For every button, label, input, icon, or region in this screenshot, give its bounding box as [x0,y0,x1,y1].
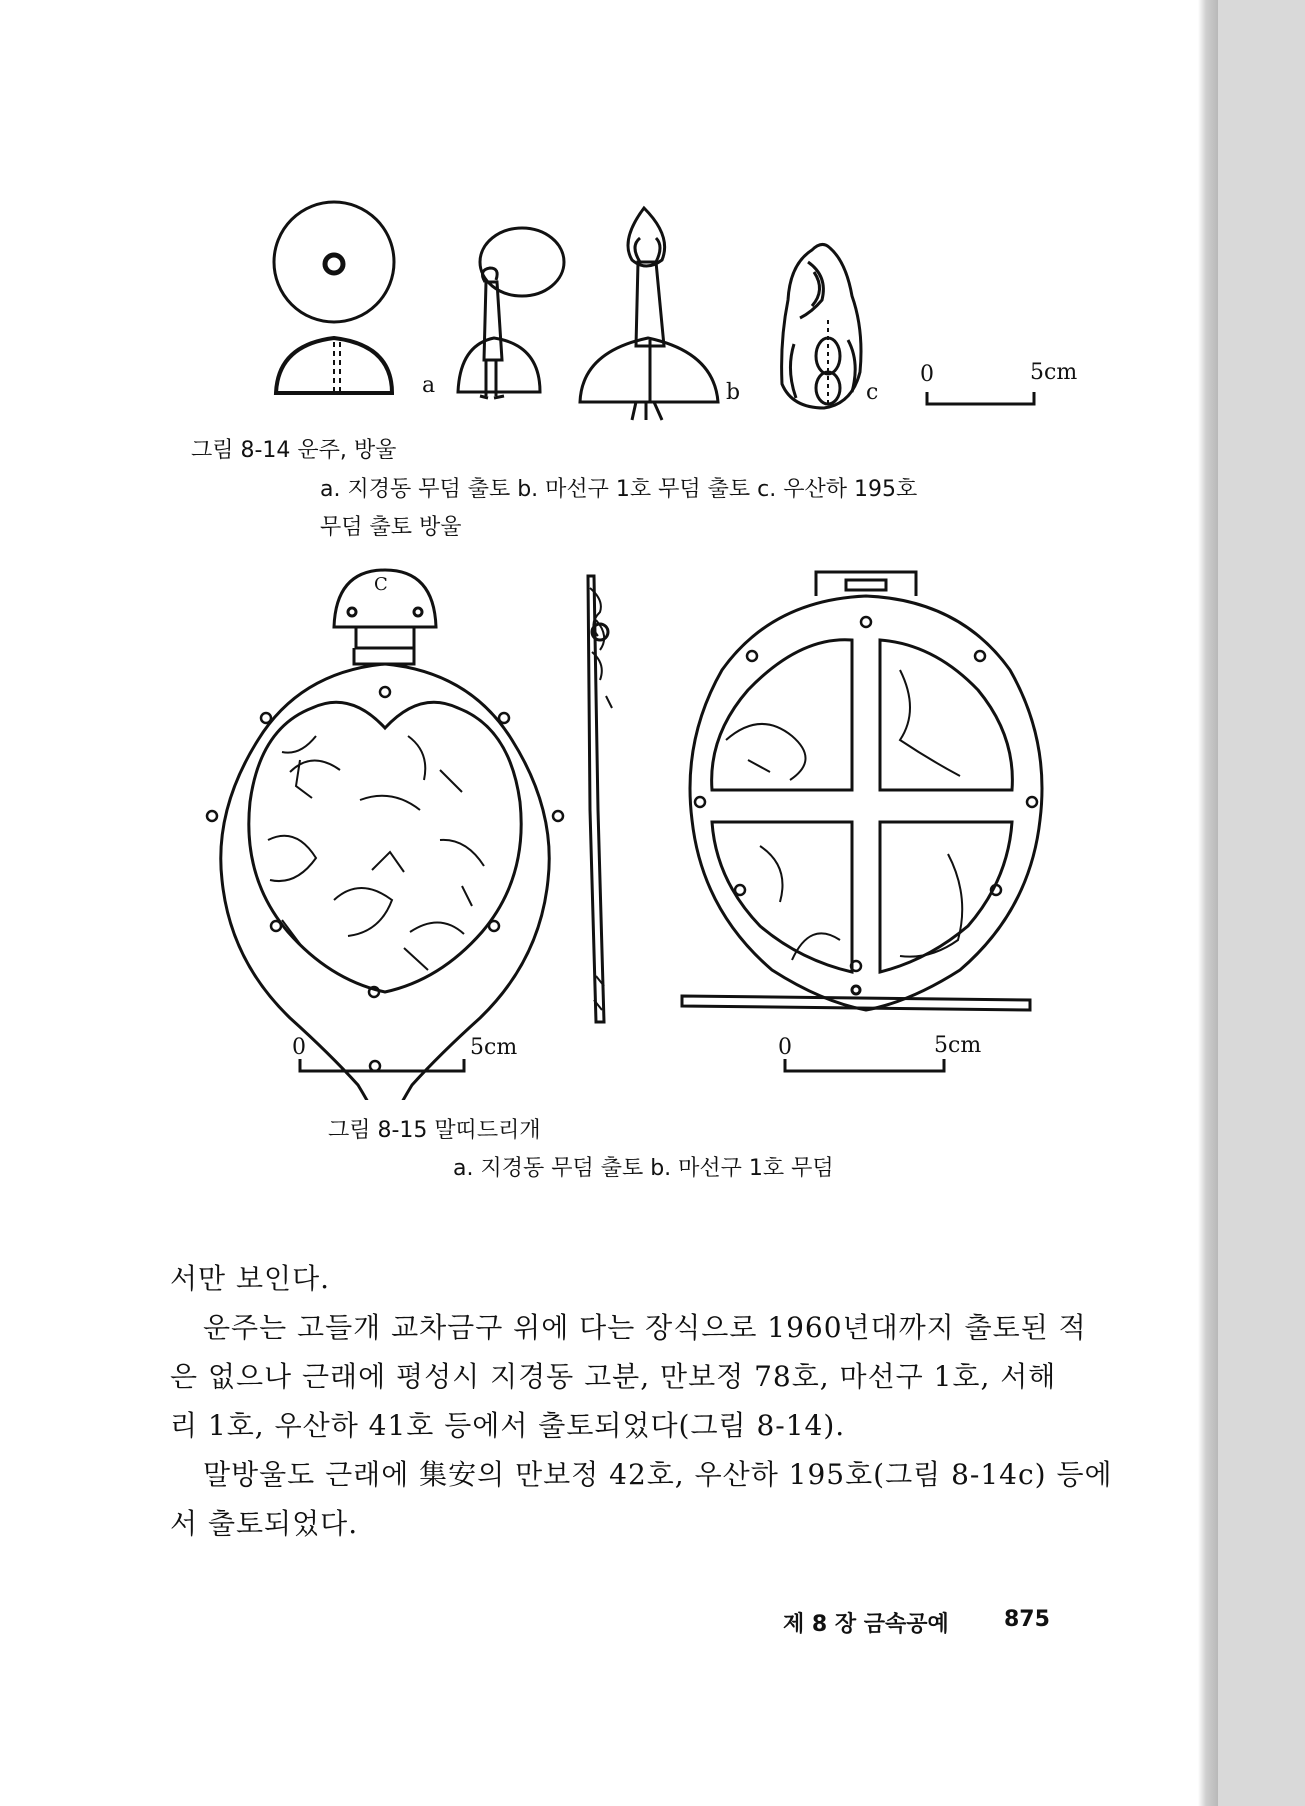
fig15-scale-right-zero: 0 [778,1035,792,1060]
fig14-label-a: a [422,373,436,398]
ornament-a-hole [325,255,343,273]
body-line-3: 은 없으나 근래에 평성시 지경동 고분, 만보정 78호, 마선구 1호, 서해 [170,1360,1057,1393]
fig15-scale-bar-left [300,1059,464,1071]
pendant-round-tab [816,572,916,596]
pendant-round-side-view [682,996,1030,1010]
fig14-caption-title: 그림 8-14 운주, 방울 [191,438,397,463]
fig15-tab-letter: C [374,574,388,595]
pendant-round-body [690,596,1042,1010]
figure-8-15-drawing [0,540,1205,1100]
page-number: 875 [1004,1607,1050,1632]
fig14-caption-line1: a. 지경동 무덤 출토 b. 마선구 1호 무덤 출토 c. 우산하 195호 [320,477,918,502]
fig14-scale-bar [927,392,1034,404]
fig14-label-b: b [726,380,741,405]
fig15-scale-left-five: 5cm [470,1035,518,1060]
footer-chapter: 제 8 장 금속공예 [783,1612,949,1637]
pendant-heart-inner [249,702,521,992]
ornament-a-top-view [274,202,394,322]
body-line-4: 리 1호, 우산하 41호 등에서 출토되었다(그림 8-14). [170,1409,846,1442]
body-line-6: 서 출토되었다. [170,1507,359,1540]
ornament-a-pendant [458,338,540,392]
fig14-scale-five: 5cm [1030,360,1078,385]
fig15-caption-line1: a. 지경동 무덤 출토 b. 마선구 1호 무덤 [453,1156,834,1181]
figure-8-14-drawing [0,0,1205,480]
fig14-label-c: c [866,380,879,405]
fig15-scale-right-five: 5cm [934,1033,982,1058]
fig14-caption-line2: 무덤 출토 방울 [320,515,462,540]
ornament-a-ring [480,228,564,296]
pendant-side-view [588,576,604,1022]
body-line-1: 서만 보인다. [170,1262,331,1295]
body-line-2: 운주는 고들개 교차금구 위에 다는 장식으로 1960년대까지 출토된 적 [203,1311,1087,1344]
fig15-scale-left-zero: 0 [292,1035,306,1060]
background-margin [1218,0,1305,1806]
fig15-caption-title: 그림 8-15 말띠드리개 [328,1118,541,1143]
body-line-5: 말방울도 근래에 集安의 만보정 42호, 우산하 195호(그림 8-14c) 등에 [203,1458,1113,1491]
fig14-scale-zero: 0 [920,362,934,387]
fig15-scale-bar-right [785,1059,944,1071]
